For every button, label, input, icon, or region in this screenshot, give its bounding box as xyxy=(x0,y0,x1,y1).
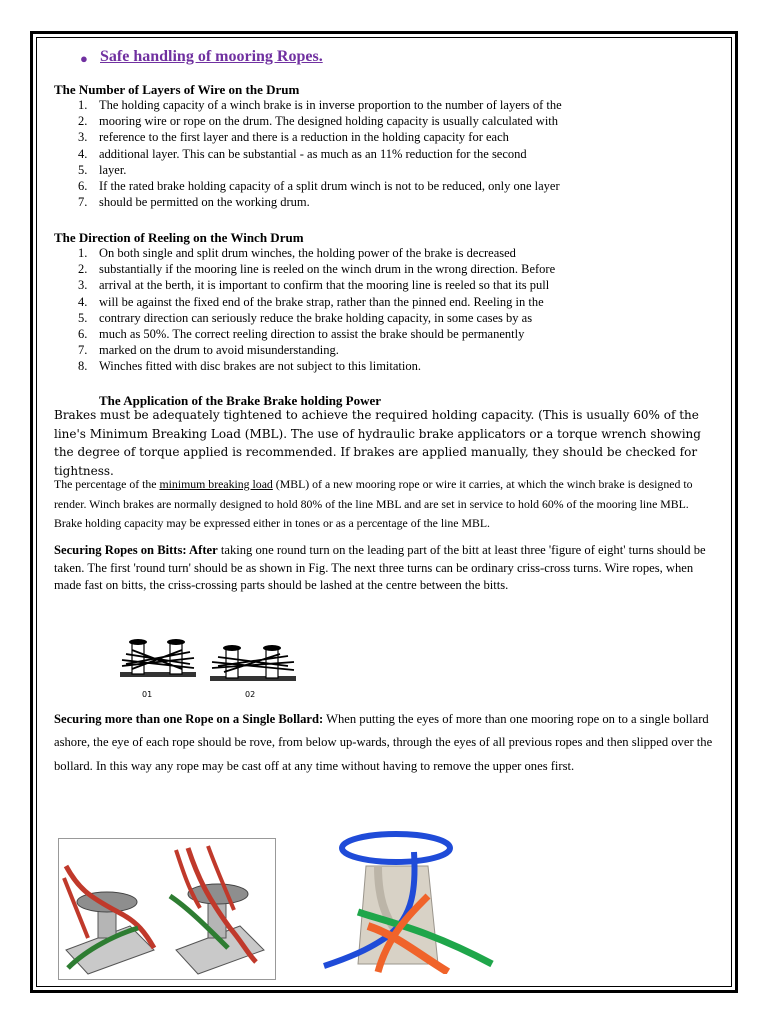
list-item: 6. much as 50%. The correct reeling direction to assist the brake should be permanently xyxy=(78,327,525,342)
bollard-rope-illustration xyxy=(58,838,276,980)
bullet-icon: ● xyxy=(80,51,88,66)
list-item: 3. arrival at the berth, it is important to confirm that the mooring line is reeled so that its pull xyxy=(78,278,550,293)
section2-list xyxy=(54,245,555,375)
section3-paragraph2: The percentage of the minimum breaking load (MBL) of a new mooring rope or wire it carries, at which the winch brake is designed to render. Winch brakes are normally designed to hold 80% of the line MBL and are set in service to hold 60% of the mooring line MBL. Brake holding capacity may be expressed either in tones or as a percentage of the line MBL. xyxy=(54,477,693,530)
bitt-figure-01 xyxy=(118,636,198,684)
list-item: 2. substantially if the mooring line is reeled on the winch drum in the wrong direction. Before xyxy=(78,262,556,277)
list-item: 8. Winches fitted with disc brakes are not subject to this limitation. xyxy=(78,359,421,374)
list-item: 2. mooring wire or rope on the drum. The designed holding capacity is usually calculated with xyxy=(78,114,559,129)
bitt-figure-02 xyxy=(208,642,298,686)
single-bollard-illustration xyxy=(318,826,498,974)
section4-lead: Securing Ropes on Bitts: After xyxy=(54,543,218,557)
mbl-term: minimum breaking load xyxy=(159,477,273,491)
section1-heading: The Number of Layers of Wire on the Drum xyxy=(54,82,300,97)
section4-paragraph: Securing Ropes on Bitts: After taking one round turn on the leading part of the bitt at least three 'figure of eight' turns should be taken. The first 'round turn' should be as shown in Fig. The next three turns can be ordinary criss-cross turns. Wire ropes, when made fast on bitts, the criss-crossing parts should be lashed at the centre between the bitts. xyxy=(54,543,706,593)
list-item: 4. will be against the fixed end of the brake strap, rather than the pinned end. Reeling in the xyxy=(78,294,544,309)
list-item: 1. On both single and split drum winches, the holding power of the brake is decreased xyxy=(78,246,516,260)
list-item: 1. The holding capacity of a winch brake is in inverse proportion to the number of layers of the xyxy=(78,98,562,112)
figure-caption-02: 02 xyxy=(245,690,256,699)
section3-heading: The Application of the Brake Brake holding Power xyxy=(99,393,382,408)
section3-paragraph1: Brakes must be adequately tightened to achieve the required holding capacity. (This is usually 60% of the line's Minimum Breaking Load (MBL). The use of hydraulic brake applicators or a torque wrench showing the degree of torque applied is recommended. If brakes are applied manually, they should be checked for tightness. xyxy=(54,408,701,478)
section5-paragraph: Securing more than one Rope on a Single Bollard: When putting the eyes of more than one mooring rope on to a single bollard ashore, the eye of each rope should be rove, from below up-wards, through the eyes of all previous ropes and then slipped over the bollard. In this way any rope may be cast off at any time without having to remove the upper ones first. xyxy=(54,712,713,773)
section2-heading: The Direction of Reeling on the Winch Drum xyxy=(54,230,304,245)
section1-list xyxy=(54,97,562,210)
list-item: 7. marked on the drum to avoid misunderstanding. xyxy=(78,343,339,358)
title-text: Safe handling of mooring Ropes. xyxy=(100,48,323,65)
figure-caption-01: 01 xyxy=(142,690,153,699)
list-item: 7. should be permitted on the working drum. xyxy=(78,195,310,210)
list-item: 5. layer. xyxy=(78,162,127,177)
list-item: 4. additional layer. This can be substantial - as much as an 11% reduction for the second xyxy=(78,146,527,161)
section5-lead: Securing more than one Rope on a Single Bollard: xyxy=(54,712,324,726)
list-item: 5. contrary direction can seriously reduce the brake holding capacity, in some cases by as xyxy=(78,310,533,325)
list-item: 6. If the rated brake holding capacity of a split drum winch is not to be reduced, only one layer xyxy=(78,179,560,194)
list-item: 3. reference to the first layer and there is a reduction in the holding capacity for each xyxy=(78,130,509,145)
